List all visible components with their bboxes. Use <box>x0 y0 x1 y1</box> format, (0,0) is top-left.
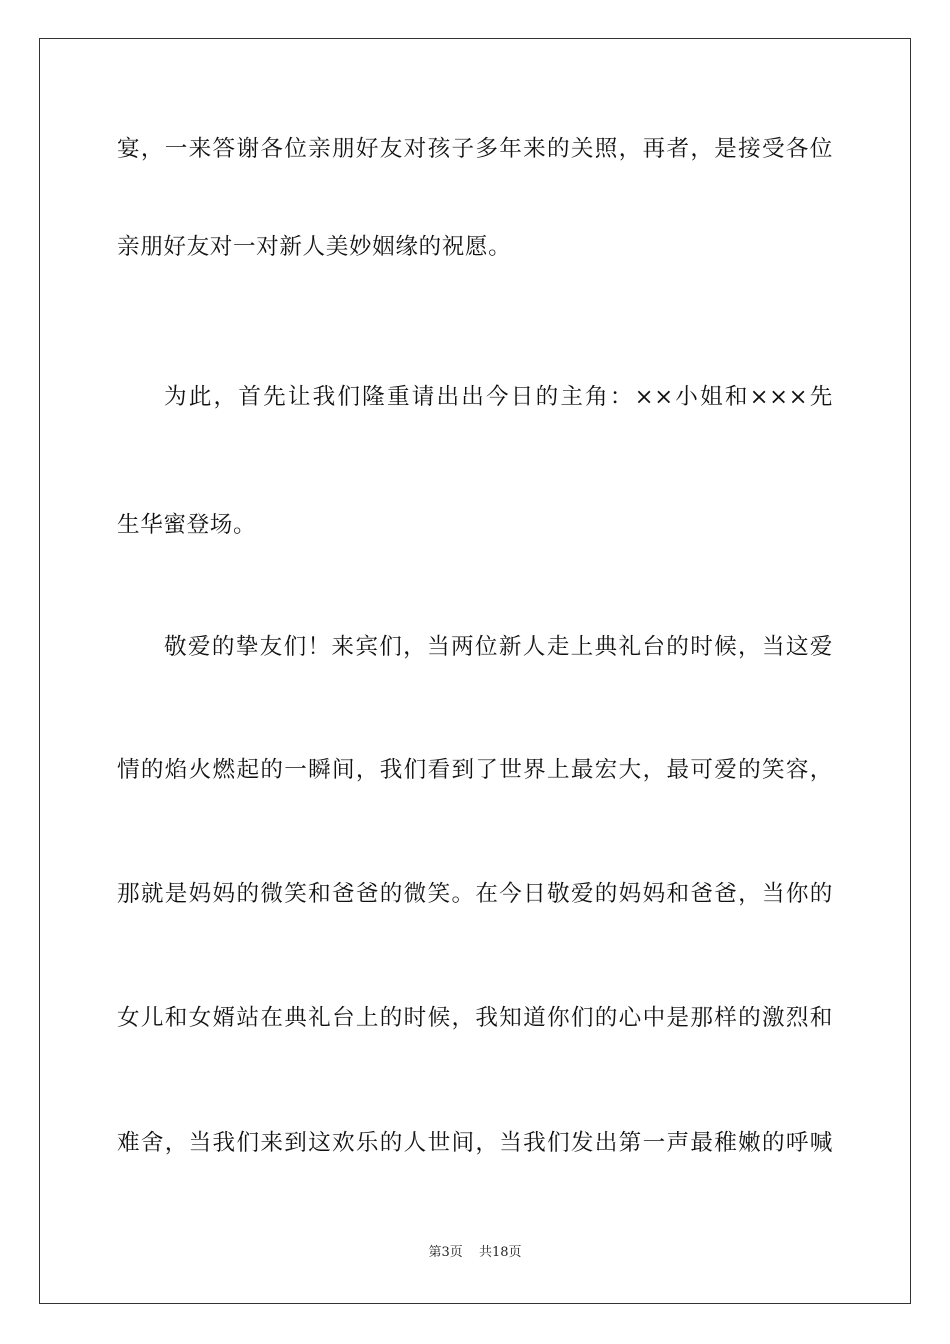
page-footer <box>0 1245 950 1261</box>
page-total: 共18页 <box>478 1245 522 1260</box>
text-line-2: 亲朋好友对一对新人美妙姻缘的祝愿。 <box>117 234 512 260</box>
text-line-4: 生华蜜登场。 <box>117 512 257 538</box>
text-line-1: 宴，一来答谢各位亲朋好友对孩子多年来的关照，再者，是接受各位 <box>117 136 833 162</box>
text-line-5: 敬爱的挚友们！来宾们，当两位新人走上典礼台的时候，当这爱 <box>164 634 833 660</box>
text-line-9: 难舍，当我们来到这欢乐的人世间，当我们发出第一声最稚嫩的呼喊 <box>117 1130 833 1156</box>
text-line-7: 那就是妈妈的微笑和爸爸的微笑。在今日敬爱的妈妈和爸爸，当你的 <box>117 881 833 907</box>
text-line-3: 为此，首先让我们隆重请出出今日的主角：××小姐和×××先 <box>164 384 833 410</box>
text-line-8: 女儿和女婿站在典礼台上的时候，我知道你们的心中是那样的激烈和 <box>117 1005 833 1031</box>
text-line-6: 情的焰火燃起的一瞬间，我们看到了世界上最宏大，最可爱的笑容， <box>117 757 833 783</box>
page-number: 第3页 <box>428 1245 463 1260</box>
page-border <box>39 38 911 1304</box>
